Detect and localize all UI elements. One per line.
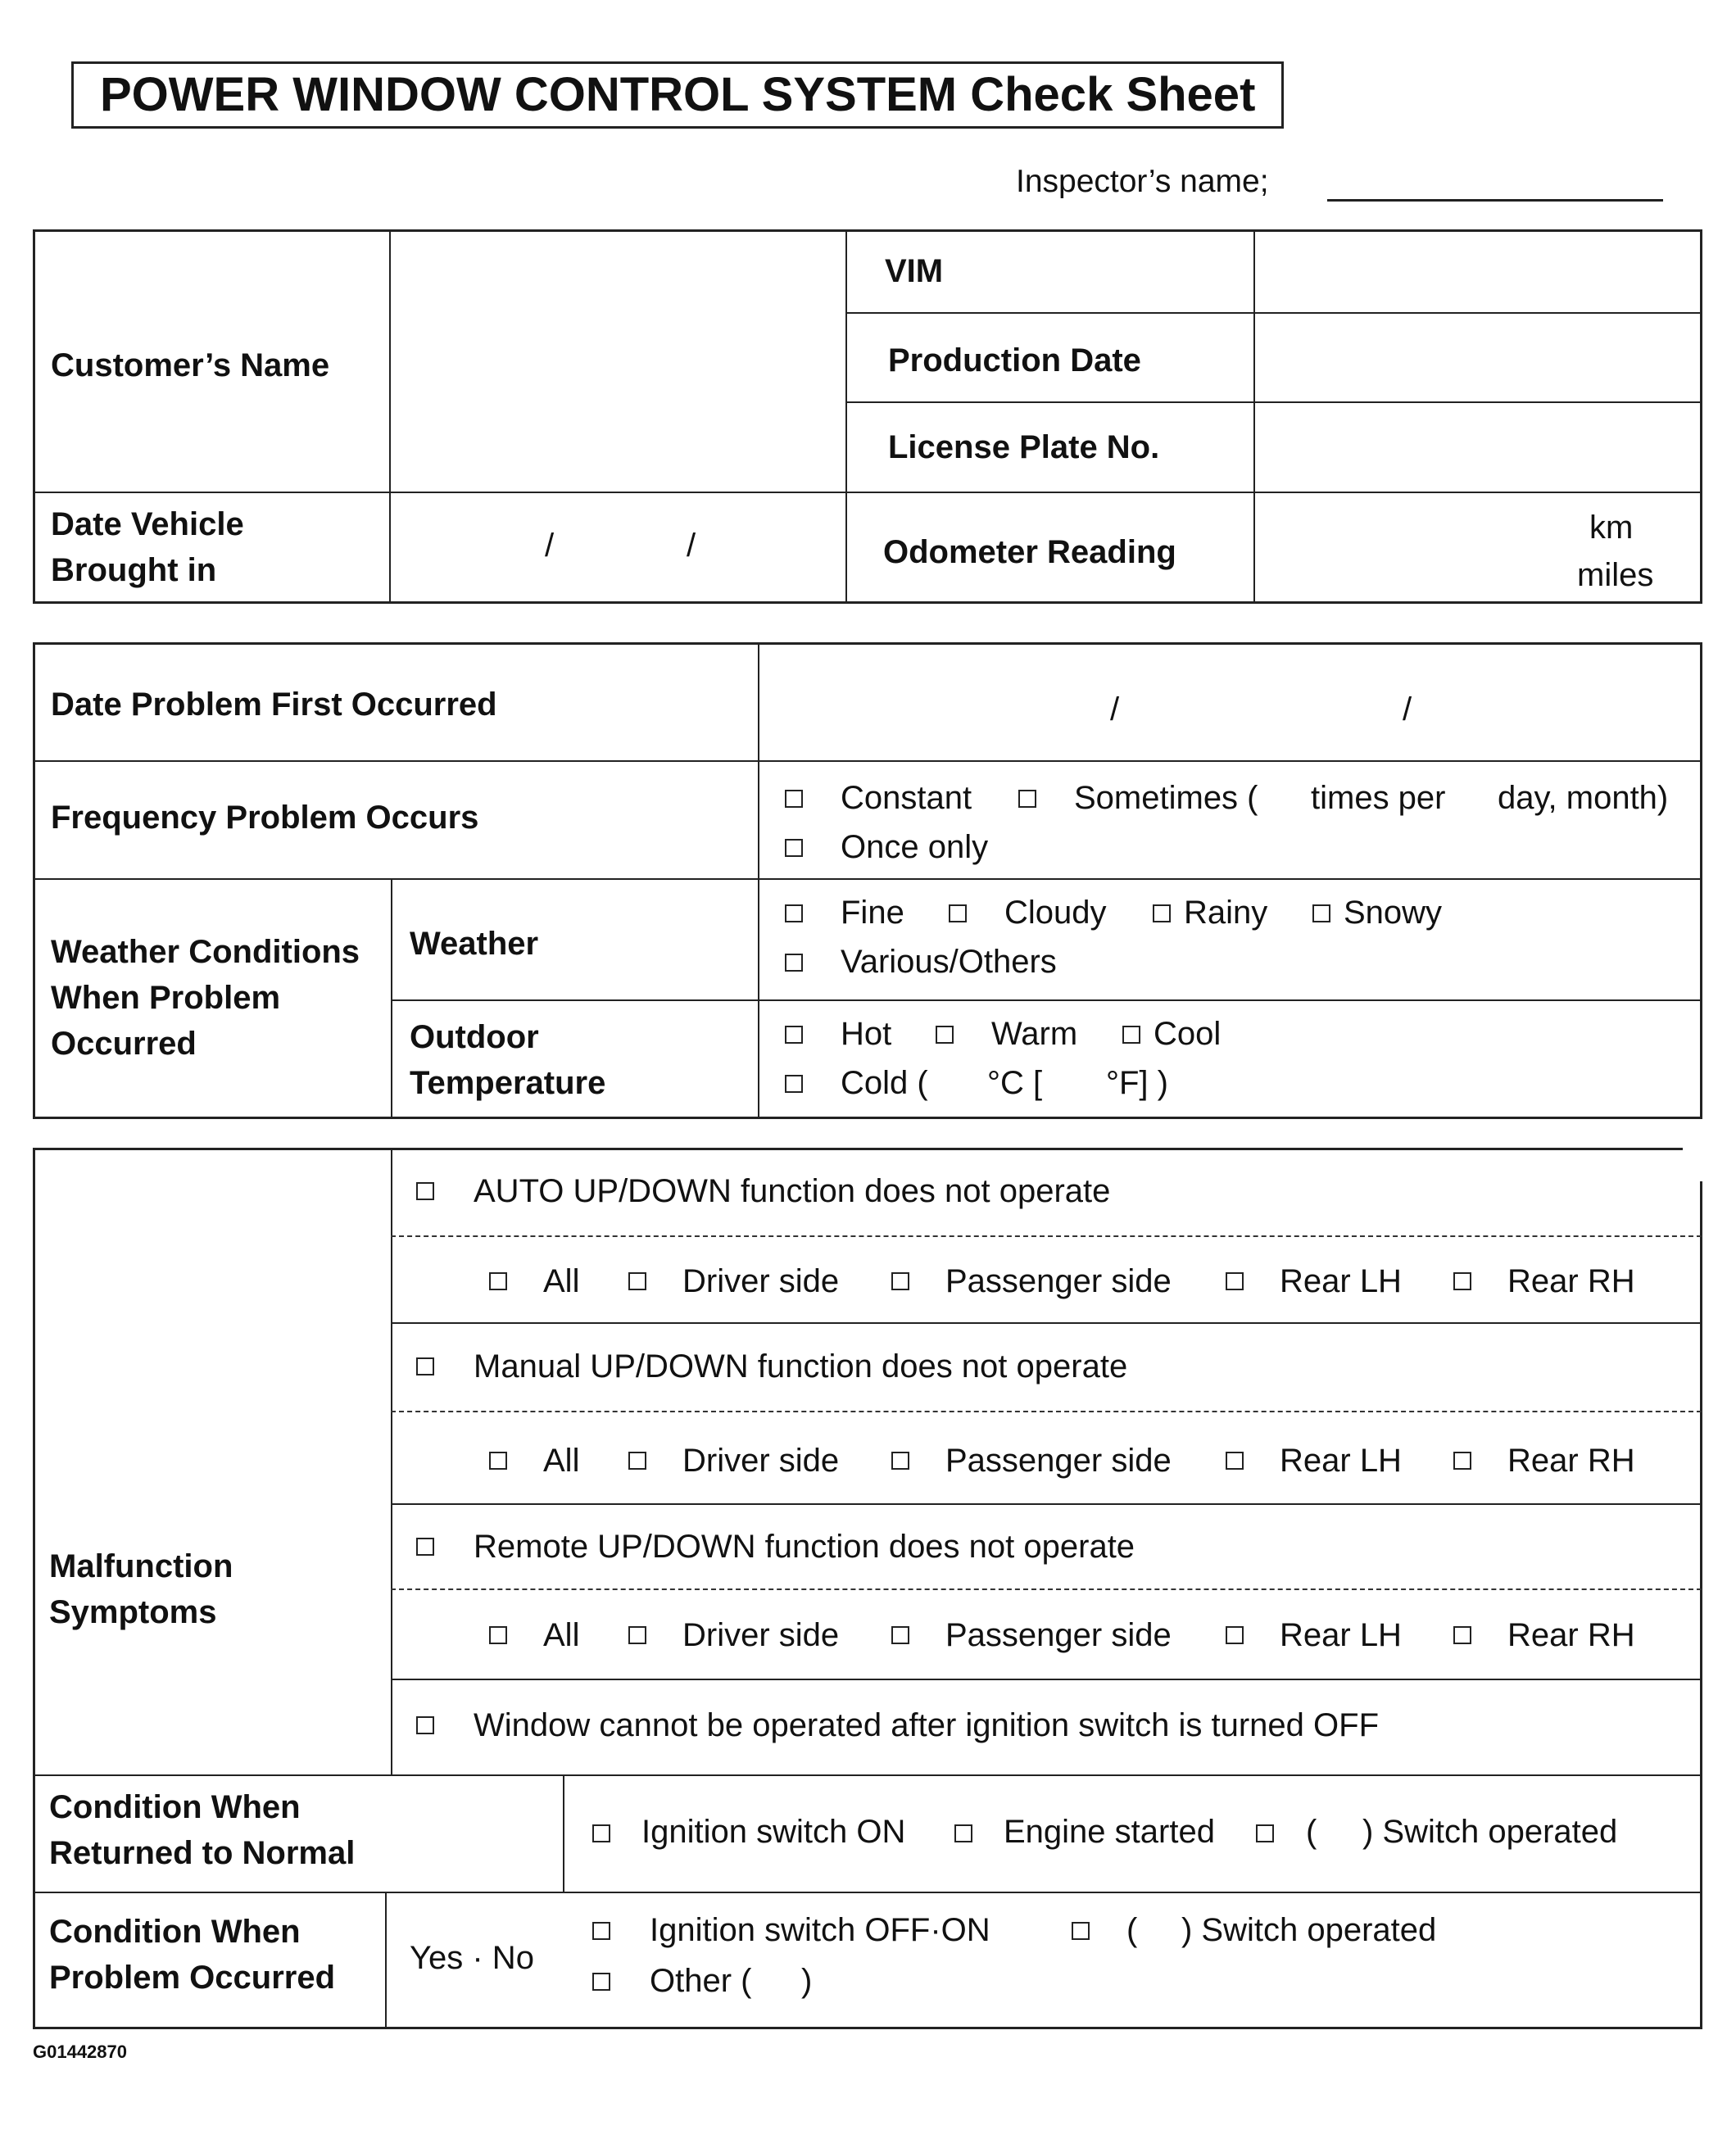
other-close: ) xyxy=(801,1963,813,1999)
hot-checkbox[interactable] xyxy=(785,1026,803,1044)
auto-text: AUTO UP/DOWN function does not operate xyxy=(474,1173,1111,1209)
rainy-checkbox[interactable] xyxy=(1153,904,1171,922)
remote-driver-checkbox[interactable] xyxy=(628,1626,646,1644)
cold-text: Cold ( xyxy=(841,1065,928,1101)
vim-field[interactable] xyxy=(1258,233,1698,310)
other-text: Other ( xyxy=(650,1963,752,1999)
hot-text: Hot xyxy=(841,1016,892,1052)
switch-op-text-1: ) Switch operated xyxy=(1362,1814,1618,1850)
malfunction-label: Malfunction Symptoms xyxy=(49,1548,233,1630)
switch-op-open-1: ( xyxy=(1306,1814,1317,1850)
fine-text: Fine xyxy=(841,895,904,931)
auto-rear-rh-text: Rear RH xyxy=(1507,1263,1635,1299)
engine-started-checkbox[interactable] xyxy=(954,1824,972,1842)
auto-all-checkbox[interactable] xyxy=(489,1272,507,1290)
warm-checkbox[interactable] xyxy=(936,1026,954,1044)
production-date-field[interactable] xyxy=(1258,315,1698,399)
remote-driver-text: Driver side xyxy=(682,1617,840,1653)
first-slash-1: / xyxy=(1110,691,1120,727)
various-checkbox[interactable] xyxy=(785,954,803,972)
license-plate-field[interactable] xyxy=(1258,405,1698,488)
odometer-label: Odometer Reading xyxy=(883,534,1176,570)
engine-started-text: Engine started xyxy=(1004,1814,1215,1850)
ignition-off-text: Window cannot be operated after ignition switch is turned OFF xyxy=(474,1707,1379,1743)
yes-no-toggle[interactable]: Yes · No xyxy=(410,1940,534,1976)
auto-driver-text: Driver side xyxy=(682,1263,840,1299)
manual-rear-rh-text: Rear RH xyxy=(1507,1443,1635,1479)
date-slash-2: / xyxy=(687,528,696,564)
auto-passenger-checkbox[interactable] xyxy=(891,1272,909,1290)
deg-f-text: °F] ) xyxy=(1106,1065,1168,1101)
cloudy-checkbox[interactable] xyxy=(949,904,967,922)
various-text: Various/Others xyxy=(841,944,1057,980)
auto-checkbox[interactable] xyxy=(416,1182,434,1200)
switch-op-open-2: ( xyxy=(1126,1912,1138,1948)
manual-rear-lh-checkbox[interactable] xyxy=(1226,1452,1244,1470)
date-first-label: Date Problem First Occurred xyxy=(51,687,497,723)
deg-c-text: °C [ xyxy=(987,1065,1043,1101)
customer-name-field[interactable] xyxy=(393,233,842,488)
auto-rear-lh-checkbox[interactable] xyxy=(1226,1272,1244,1290)
snowy-checkbox[interactable] xyxy=(1312,904,1330,922)
manual-rear-rh-checkbox[interactable] xyxy=(1453,1452,1471,1470)
manual-passenger-checkbox[interactable] xyxy=(891,1452,909,1470)
manual-passenger-text: Passenger side xyxy=(945,1443,1172,1479)
ign-off-on-checkbox[interactable] xyxy=(592,1922,610,1940)
warm-text: Warm xyxy=(991,1016,1078,1052)
manual-driver-text: Driver side xyxy=(682,1443,840,1479)
remote-checkbox[interactable] xyxy=(416,1538,434,1556)
cold-checkbox[interactable] xyxy=(785,1075,803,1093)
manual-checkbox[interactable] xyxy=(416,1357,434,1375)
auto-passenger-text: Passenger side xyxy=(945,1263,1172,1299)
sometimes-checkbox[interactable] xyxy=(1018,790,1036,808)
vim-label: VIM xyxy=(885,253,944,289)
manual-rear-lh-text: Rear LH xyxy=(1280,1443,1402,1479)
weather-conditions-label: Weather Conditions When Problem Occurred xyxy=(51,934,360,1062)
manual-all-text: All xyxy=(543,1443,580,1479)
remote-rear-lh-text: Rear LH xyxy=(1280,1617,1402,1653)
rainy-text: Rainy xyxy=(1184,895,1268,931)
once-only-checkbox[interactable] xyxy=(785,839,803,857)
manual-driver-checkbox[interactable] xyxy=(628,1452,646,1470)
miles-unit: miles xyxy=(1577,557,1654,593)
ignition-off-checkbox[interactable] xyxy=(416,1716,434,1734)
production-date-label: Production Date xyxy=(888,342,1141,378)
remote-passenger-checkbox[interactable] xyxy=(891,1626,909,1644)
switch-op-text-2: ) Switch operated xyxy=(1181,1912,1437,1948)
snowy-text: Snowy xyxy=(1344,895,1443,931)
once-only-text: Once only xyxy=(841,829,989,865)
outdoor-temp-label: Outdoor Temperature xyxy=(410,1019,606,1101)
fine-checkbox[interactable] xyxy=(785,904,803,922)
ign-on-checkbox[interactable] xyxy=(592,1824,610,1842)
customer-name-label: Customer’s Name xyxy=(51,347,330,383)
cloudy-text: Cloudy xyxy=(1004,895,1107,931)
switch-op-checkbox-2[interactable] xyxy=(1072,1922,1090,1940)
sometimes-text: Sometimes ( xyxy=(1074,780,1258,816)
km-unit: km xyxy=(1589,510,1634,546)
times-per-text: times per xyxy=(1311,780,1446,816)
auto-all-text: All xyxy=(543,1263,580,1299)
frequency-label: Frequency Problem Occurs xyxy=(51,800,479,836)
manual-all-checkbox[interactable] xyxy=(489,1452,507,1470)
remote-rear-rh-text: Rear RH xyxy=(1507,1617,1635,1653)
ign-off-on-text: Ignition switch OFF·ON xyxy=(650,1912,990,1948)
remote-rear-rh-checkbox[interactable] xyxy=(1453,1626,1471,1644)
first-slash-2: / xyxy=(1403,691,1412,727)
day-month-text: day, month) xyxy=(1498,780,1669,816)
inspector-name-line[interactable] xyxy=(1327,199,1663,202)
auto-driver-checkbox[interactable] xyxy=(628,1272,646,1290)
returned-normal-label: Condition When Returned to Normal xyxy=(49,1789,356,1871)
constant-text: Constant xyxy=(841,780,972,816)
remote-all-checkbox[interactable] xyxy=(489,1626,507,1644)
cool-text: Cool xyxy=(1154,1016,1222,1052)
ign-on-text: Ignition switch ON xyxy=(641,1814,906,1850)
inspector-label: Inspector’s name; xyxy=(1016,164,1269,199)
remote-all-text: All xyxy=(543,1617,580,1653)
figure-code: G01442870 xyxy=(33,2042,127,2062)
auto-rear-rh-checkbox[interactable] xyxy=(1453,1272,1471,1290)
license-plate-label: License Plate No. xyxy=(888,429,1160,465)
date-vehicle-label: Date Vehicle Brought in xyxy=(51,506,244,588)
remote-passenger-text: Passenger side xyxy=(945,1617,1172,1653)
cool-checkbox[interactable] xyxy=(1122,1026,1140,1044)
weather-label: Weather xyxy=(410,926,539,962)
remote-text: Remote UP/DOWN function does not operate xyxy=(474,1529,1135,1565)
constant-checkbox[interactable] xyxy=(785,790,803,808)
switch-op-checkbox-1[interactable] xyxy=(1256,1824,1274,1842)
other-checkbox[interactable] xyxy=(592,1973,610,1991)
auto-rear-lh-text: Rear LH xyxy=(1280,1263,1402,1299)
manual-text: Manual UP/DOWN function does not operate xyxy=(474,1348,1128,1384)
problem-occurred-label: Condition When Problem Occurred xyxy=(49,1914,336,1996)
remote-rear-lh-checkbox[interactable] xyxy=(1226,1626,1244,1644)
date-slash-1: / xyxy=(545,528,555,564)
page-title: POWER WINDOW CONTROL SYSTEM Check Sheet xyxy=(71,61,1284,129)
